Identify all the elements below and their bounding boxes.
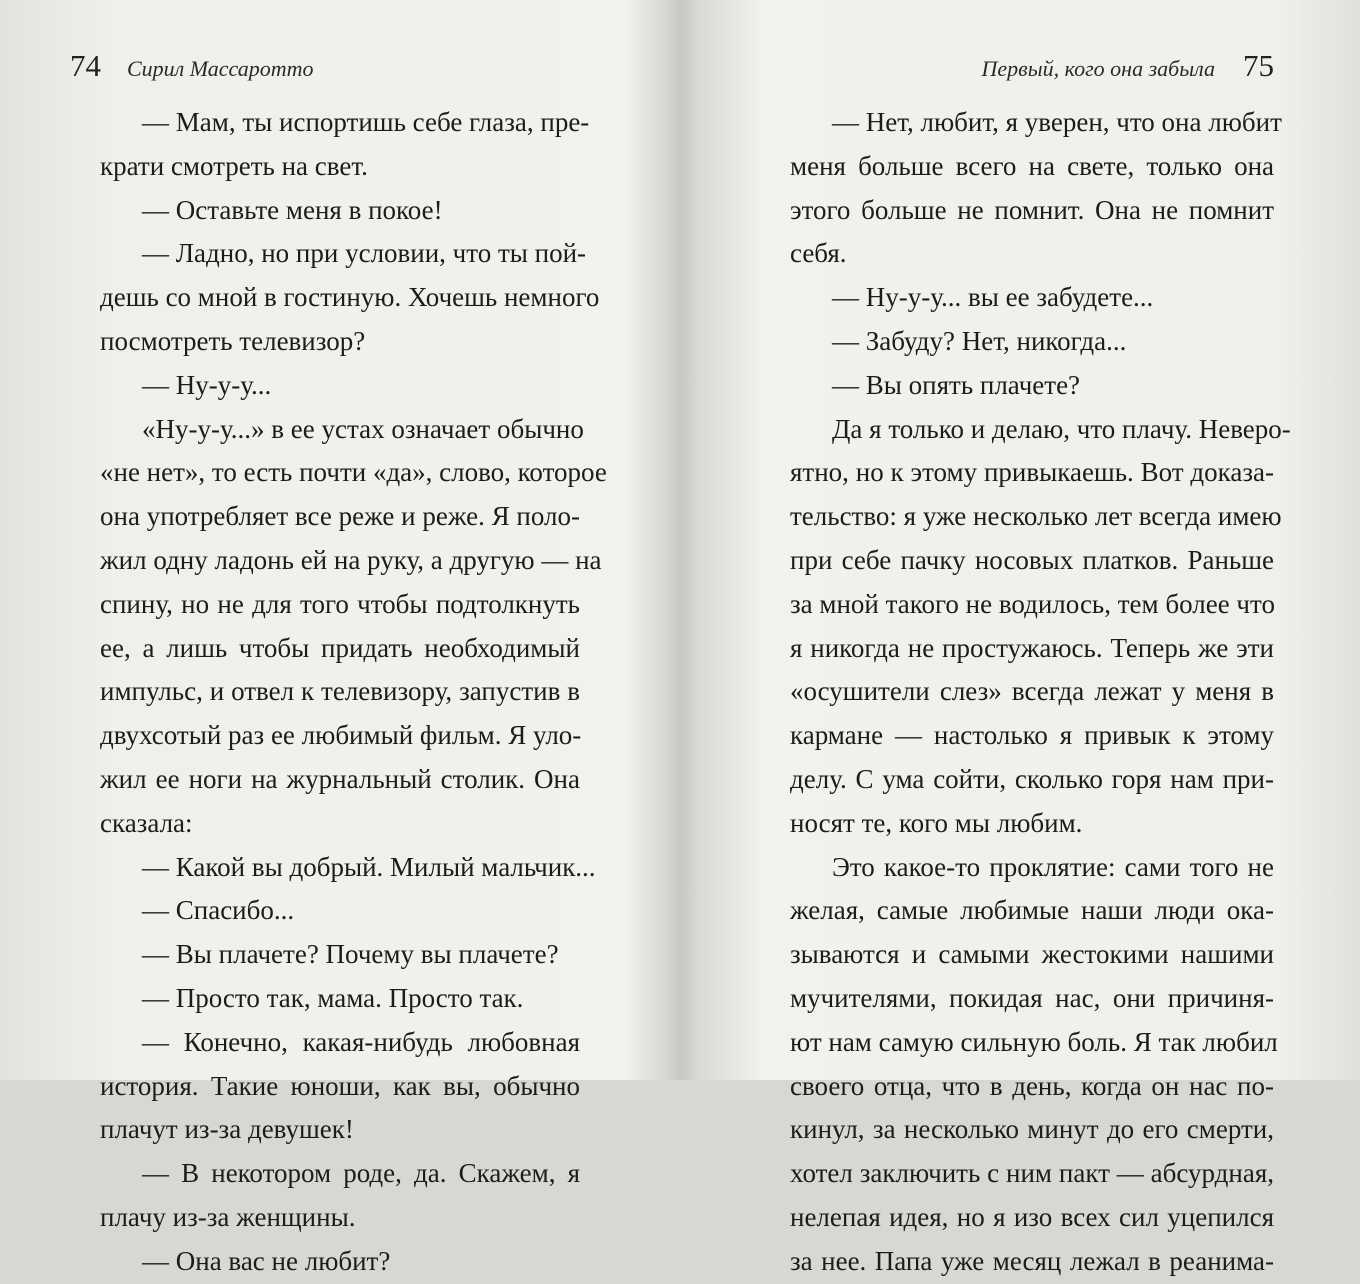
text-line: «не нет», то есть почти «да», слово, которое: [100, 457, 607, 488]
text-line: история. Такие юноши, как вы, обычно: [100, 1070, 580, 1101]
text-line: — Конечно, какая-нибудь любовная: [142, 1026, 580, 1057]
text-line: посмотреть телевизор?: [100, 325, 366, 356]
text-line: — Оставьте меня в покое!: [142, 194, 443, 225]
text-line: тельство: я уже несколько лет всегда имею: [790, 501, 1282, 532]
text-line: плачут из-за девушек!: [100, 1114, 354, 1145]
text-line: — Забуду? Нет, никогда...: [832, 325, 1127, 356]
text-line: ее, а лишь чтобы придать необходимый: [100, 632, 580, 663]
right-text-block: [790, 101, 1291, 1284]
right-running-head: [982, 48, 1274, 84]
text-line: жил ее ноги на журнальный столик. Она: [100, 763, 580, 794]
text-line: носят те, кого мы любим.: [790, 807, 1083, 838]
text-line: нелепая идея, но я изо всех сил уцепился: [790, 1201, 1274, 1232]
text-line: этого больше не помнит. Она не помнит: [790, 194, 1274, 225]
text-line: дешь со мной в гостиную. Хочешь немного: [100, 282, 600, 313]
text-line: — Она вас не любит?: [142, 1245, 391, 1276]
text-line: себя.: [790, 238, 847, 269]
text-line: своего отца, что в день, когда он нас по-: [790, 1070, 1274, 1101]
text-line: двухсотый раз ее любимый фильм. Я уло-: [100, 720, 582, 751]
text-line: плачу из-за женщины.: [100, 1201, 356, 1232]
text-line: делу. С ума сойти, сколько горя нам при-: [790, 763, 1274, 794]
text-line: — Ладно, но при условии, что ты пой-: [142, 238, 587, 269]
text-line: мучителями, покидая нас, они причиня-: [790, 982, 1274, 1013]
text-line: Да я только и делаю, что плачу. Неверо-: [832, 413, 1291, 444]
left-page: [0, 0, 680, 1276]
text-line: спину, но не для того чтобы подтолкнуть: [100, 588, 580, 619]
text-line: при себе пачку носовых платков. Раньше: [790, 544, 1274, 575]
text-line: Это какое-то проклятие: сами того не: [832, 851, 1274, 882]
text-line: я никогда не простужаюсь. Теперь же эти: [790, 632, 1274, 663]
text-line: — Спасибо...: [142, 895, 295, 926]
text-line: — В некотором роде, да. Скажем, я: [142, 1158, 580, 1189]
text-line: зываются и самыми жестокими нашими: [790, 939, 1274, 970]
text-line: меня больше всего на свете, только она: [790, 150, 1274, 181]
text-line: за нее. Папа уже месяц лежал в реанима-: [790, 1245, 1274, 1276]
text-line: — Нет, любит, я уверен, что она любит: [832, 107, 1282, 137]
text-line: — Мам, ты испортишь себе глаза, пре-: [142, 107, 590, 137]
left-running-head-author: Сирил Массаротто: [127, 56, 314, 81]
text-line: — Ну-у-у... вы ее забудете...: [832, 282, 1154, 313]
text-line: она употребляет все реже и реже. Я поло-: [100, 501, 580, 532]
text-line: импульс, и отвел к телевизору, запустив в: [100, 676, 580, 707]
text-line: ятно, но к этому привыкаешь. Вот доказа-: [790, 457, 1274, 488]
text-line: крати смотреть на свет.: [100, 150, 368, 181]
text-line: кармане — настолько я привык к этому: [790, 720, 1274, 751]
text-line: сказала:: [100, 807, 193, 838]
left-text-block: [100, 101, 607, 1284]
text-line: за мной такого не водилось, тем более что: [790, 588, 1275, 619]
text-line: — Вы плачете? Почему вы плачете?: [142, 939, 559, 970]
text-line: жил одну ладонь ей на руку, а другую — на: [100, 544, 602, 575]
text-line: — Вы опять плачете?: [832, 369, 1081, 400]
right-running-head-title: Первый, кого она забыла: [981, 56, 1215, 81]
text-line: — Какой вы добрый. Милый мальчик...: [142, 851, 596, 882]
right-page-number: 75: [1243, 48, 1274, 83]
text-line: хотел заключить с ним пакт — абсурдная,: [790, 1158, 1274, 1189]
right-page: [680, 0, 1360, 1276]
left-page-number: 74: [70, 48, 101, 83]
left-running-head: [70, 48, 314, 84]
text-line: ют нам самую сильную боль. Я так любил: [790, 1026, 1278, 1057]
text-line: — Ну-у-у...: [142, 369, 272, 400]
text-line: желая, самые любимые наши люди ока-: [790, 895, 1274, 926]
text-line: «Ну-у-у...» в ее устах означает обычно: [142, 413, 584, 444]
text-line: кинул, за несколько минут до его смерти,: [790, 1114, 1274, 1145]
text-line: — Просто так, мама. Просто так.: [142, 982, 524, 1013]
text-line: «осушители слез» всегда лежат у меня в: [790, 676, 1274, 707]
